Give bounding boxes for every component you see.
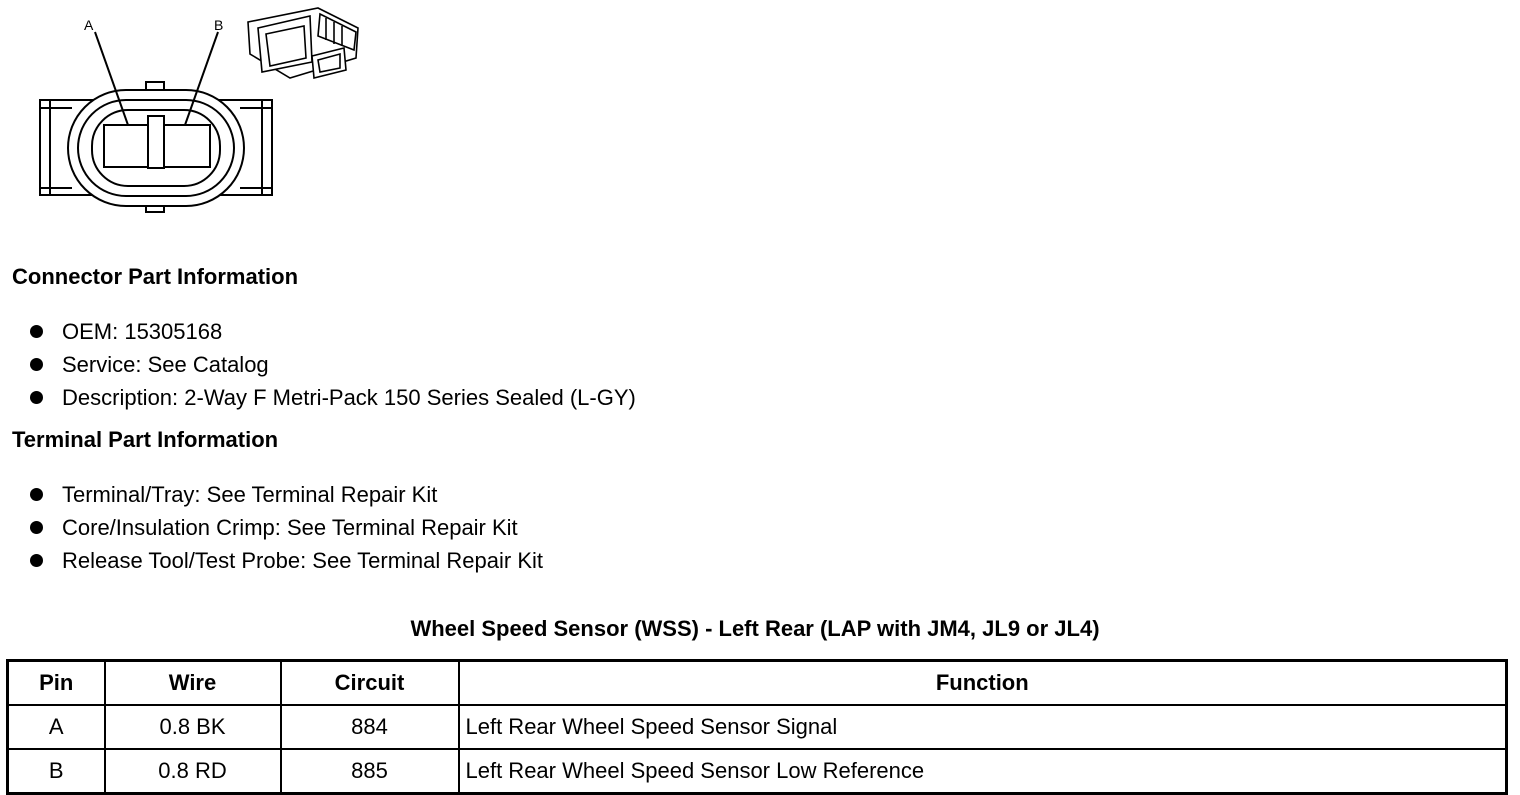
connector-part-info-heading: Connector Part Information	[12, 264, 299, 289]
center-key	[148, 116, 164, 168]
column-header-circuit: Circuit	[281, 661, 459, 706]
cell-pin: A	[8, 705, 105, 749]
connector-part-info-list	[30, 315, 636, 414]
list-item-text: Description: 2-Way F Metri-Pack 150 Series Sealed (L-GY)	[62, 385, 636, 410]
terminal-part-info-list	[30, 478, 543, 577]
cell-circuit: 885	[281, 749, 459, 794]
bullet-icon	[30, 488, 43, 501]
bullet-icon	[30, 325, 43, 338]
pin-label-a: A	[84, 17, 94, 33]
cell-wire: 0.8 RD	[105, 749, 281, 794]
list-item-text: OEM: 15305168	[62, 319, 223, 344]
column-header-wire: Wire	[105, 661, 281, 706]
pin-label-b: B	[214, 17, 224, 33]
list-item-text: Core/Insulation Crimp: See Terminal Repair Kit	[62, 515, 518, 540]
list-item	[30, 348, 636, 381]
column-header-function: Function	[459, 661, 1507, 706]
bullet-icon	[30, 521, 43, 534]
list-item-text: Service: See Catalog	[62, 352, 269, 377]
table-row	[8, 749, 1507, 794]
table-row	[8, 705, 1507, 749]
list-item	[30, 478, 543, 511]
connector-perspective-illustration	[248, 8, 358, 78]
bullet-icon	[30, 391, 43, 404]
list-item	[30, 315, 636, 348]
bullet-icon	[30, 554, 43, 567]
pinout-table	[6, 659, 1508, 795]
cell-function: Left Rear Wheel Speed Sensor Low Reference	[459, 749, 1507, 794]
terminal-part-info-heading: Terminal Part Information	[12, 427, 279, 452]
list-item	[30, 381, 636, 414]
cell-function: Left Rear Wheel Speed Sensor Signal	[459, 705, 1507, 749]
column-header-pin: Pin	[8, 661, 105, 706]
table-title: Wheel Speed Sensor (WSS) - Left Rear (LAP with JM4, JL9 or JL4)	[410, 616, 1100, 641]
table-header-row	[8, 661, 1507, 706]
bullet-icon	[30, 358, 43, 371]
list-item-text: Release Tool/Test Probe: See Terminal Repair Kit	[62, 548, 543, 573]
list-item	[30, 511, 543, 544]
cell-wire: 0.8 BK	[105, 705, 281, 749]
list-item-text: Terminal/Tray: See Terminal Repair Kit	[62, 482, 438, 507]
cell-circuit: 884	[281, 705, 459, 749]
list-item	[30, 544, 543, 577]
cell-pin: B	[8, 749, 105, 794]
connector-diagram	[0, 0, 400, 220]
